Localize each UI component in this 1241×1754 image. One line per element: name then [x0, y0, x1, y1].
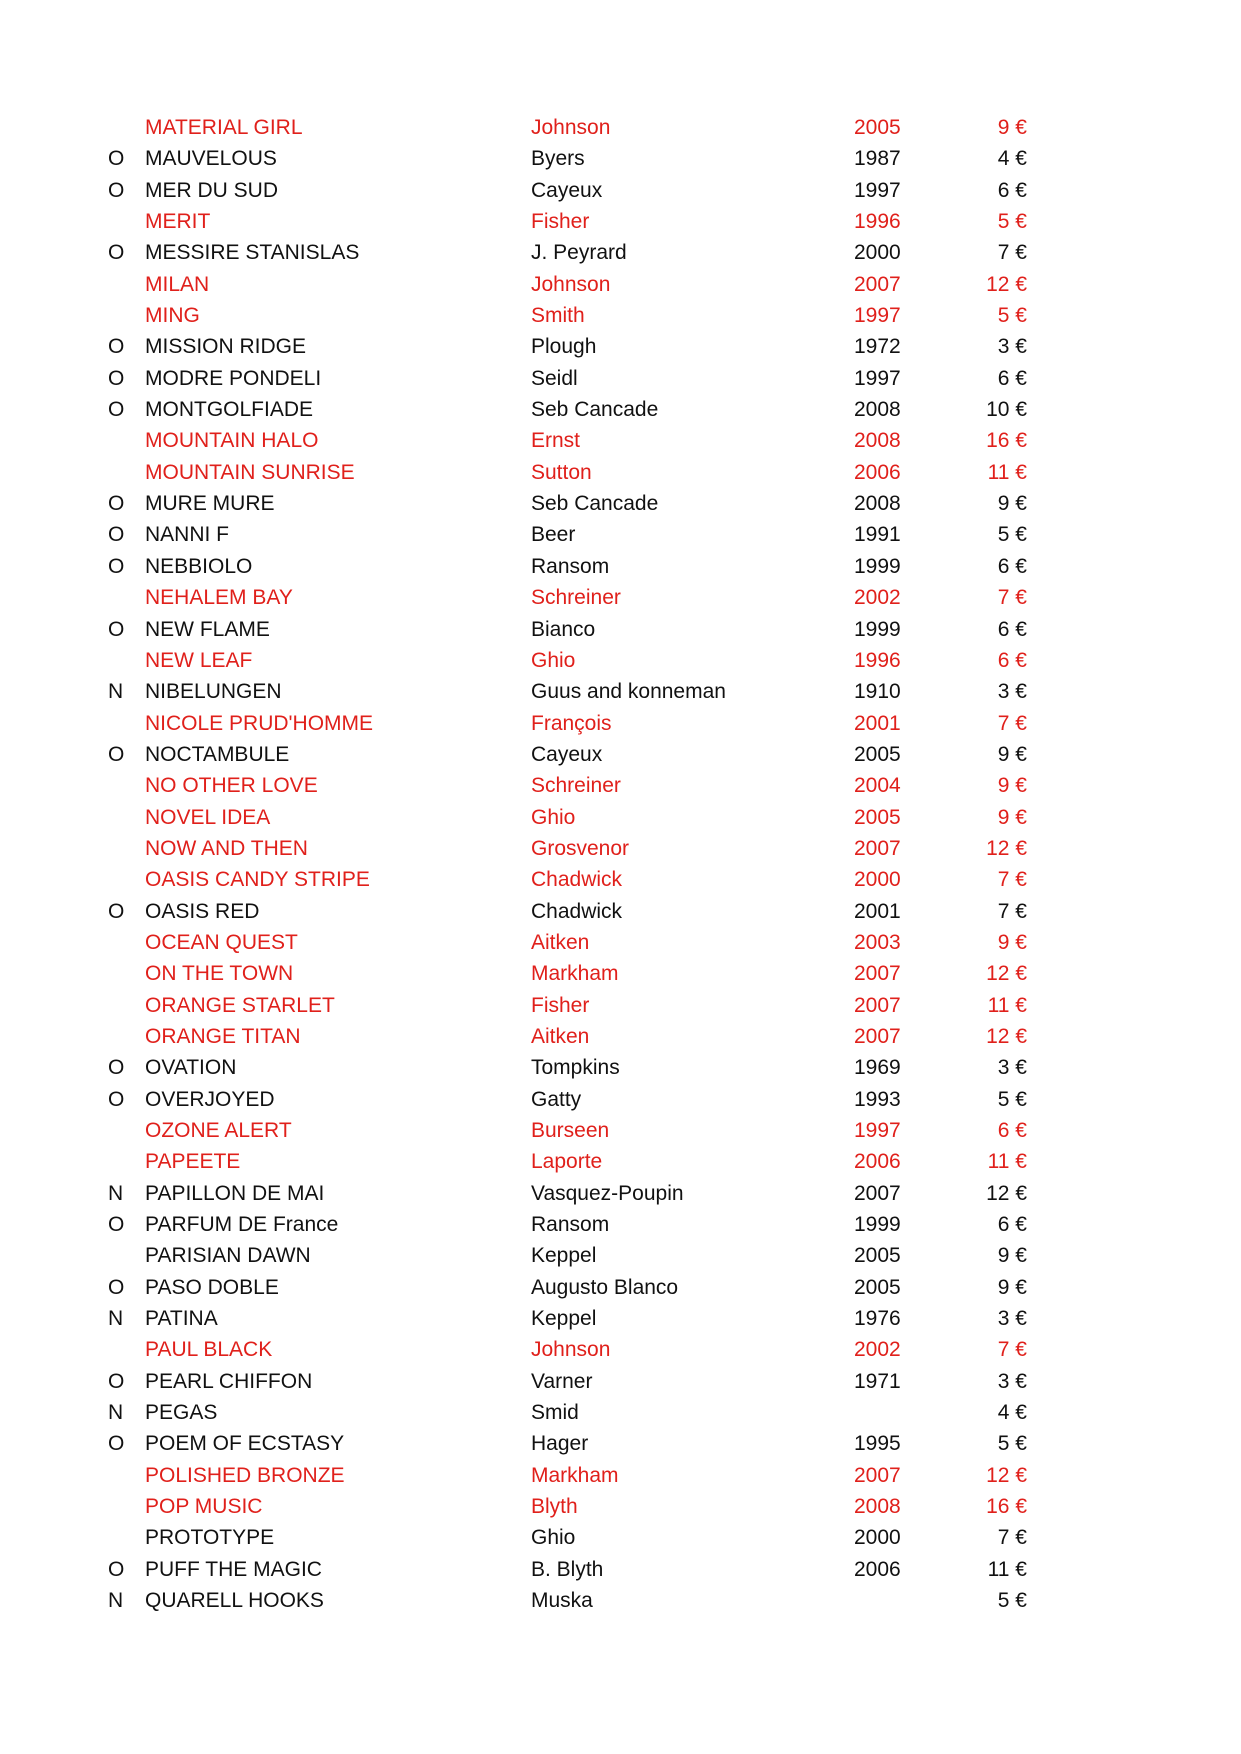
year-cell: 2000 [854, 241, 901, 265]
variety-name: QUARELL HOOKS [145, 1589, 324, 1613]
breeder-name: Smith [531, 304, 585, 328]
price-cell: 9 € [997, 492, 1027, 516]
price-cell: 7 € [997, 586, 1027, 610]
breeder-name: Bianco [531, 617, 596, 641]
breeder-name: Tompkins [531, 1056, 620, 1080]
year-cell: 2007 [854, 993, 901, 1017]
price-cell: 5 € [997, 304, 1027, 328]
breeder-name: Laporte [531, 1150, 603, 1174]
table-row [0, 708, 1241, 739]
variety-name: PEARL CHIFFON [145, 1369, 313, 1393]
year-cell: 1999 [854, 554, 901, 578]
breeder-name: Guus and konneman [531, 680, 726, 704]
table-row [0, 237, 1241, 268]
table-row [0, 1084, 1241, 1115]
year-cell: 1971 [854, 1369, 901, 1393]
year-cell: 1991 [854, 523, 901, 547]
breeder-name: François [531, 711, 612, 735]
price-cell: 7 € [997, 868, 1027, 892]
table-row [0, 802, 1241, 833]
table-row [0, 394, 1241, 425]
price-cell: 9 € [997, 116, 1027, 139]
price-cell: 9 € [997, 930, 1027, 954]
table-row [0, 363, 1241, 394]
variety-name: OVATION [145, 1056, 237, 1080]
breeder-name: Vasquez-Poupin [531, 1181, 684, 1205]
price-cell: 12 € [986, 1463, 1027, 1487]
variety-name: POLISHED BRONZE [145, 1463, 345, 1487]
price-cell: 9 € [997, 1244, 1027, 1268]
year-cell: 2003 [854, 930, 901, 954]
variety-name: NOVEL IDEA [145, 805, 271, 829]
price-cell: 5 € [997, 1432, 1027, 1456]
row-mark: O [108, 1432, 125, 1456]
table-row [0, 551, 1241, 582]
breeder-name: Blyth [531, 1495, 578, 1519]
year-cell: 2004 [854, 774, 901, 798]
year-cell: 2006 [854, 1150, 901, 1174]
table-row [0, 143, 1241, 174]
table-row [0, 488, 1241, 519]
year-cell: 1999 [854, 1213, 901, 1237]
variety-name: ORANGE STARLET [145, 993, 335, 1017]
variety-name: PARFUM DE France [145, 1213, 339, 1237]
variety-name: MILAN [145, 272, 210, 296]
row-mark: O [108, 742, 125, 766]
table-row [0, 676, 1241, 707]
table-row [0, 645, 1241, 676]
year-cell: 1997 [854, 304, 901, 328]
table-row [0, 1052, 1241, 1083]
table-row [0, 300, 1241, 331]
table-row [0, 1146, 1241, 1177]
price-cell: 11 € [987, 993, 1027, 1017]
table-row [0, 175, 1241, 206]
table-row [0, 1397, 1241, 1428]
breeder-name: Seidl [531, 366, 578, 390]
table-row [0, 112, 1241, 143]
price-cell: 6 € [997, 178, 1027, 202]
variety-name: NEW FLAME [145, 617, 270, 641]
table-row [0, 1428, 1241, 1459]
row-mark: O [108, 492, 125, 516]
table-row [0, 927, 1241, 958]
year-cell: 2001 [854, 899, 901, 923]
table-row [0, 1240, 1241, 1271]
table-row [0, 1021, 1241, 1052]
year-cell: 1969 [854, 1056, 901, 1080]
row-mark: O [108, 178, 125, 202]
table-row [0, 1460, 1241, 1491]
table-row [0, 614, 1241, 645]
year-cell: 2007 [854, 1463, 901, 1487]
variety-name: OZONE ALERT [145, 1119, 292, 1142]
breeder-name: Beer [531, 523, 576, 547]
breeder-name: Ransom [531, 554, 610, 578]
breeder-name: J. Peyrard [531, 241, 627, 265]
row-mark: N [108, 1589, 124, 1613]
breeder-name: Varner [531, 1369, 593, 1393]
variety-name: MOUNTAIN SUNRISE [145, 460, 355, 484]
row-mark: N [108, 1401, 124, 1425]
table-row [0, 1115, 1241, 1146]
breeder-name: Seb Cancade [531, 492, 659, 516]
price-cell: 6 € [997, 554, 1027, 578]
breeder-name: Markham [531, 962, 619, 986]
table-row [0, 990, 1241, 1021]
price-cell: 7 € [997, 241, 1027, 265]
breeder-name: Chadwick [531, 899, 623, 923]
variety-name: PARISIAN DAWN [145, 1244, 311, 1268]
row-mark: O [108, 523, 125, 547]
breeder-name: Ernst [531, 429, 581, 453]
price-cell: 11 € [987, 1557, 1027, 1581]
variety-name: PROTOTYPE [145, 1526, 275, 1550]
variety-name: NEHALEM BAY [145, 586, 293, 610]
variety-name: PAPEETE [145, 1150, 241, 1174]
breeder-name: Aitken [531, 930, 590, 954]
price-cell: 6 € [997, 1213, 1027, 1237]
table-row [0, 1491, 1241, 1522]
price-cell: 16 € [986, 1495, 1027, 1519]
table-row [0, 1303, 1241, 1334]
variety-name: OVERJOYED [145, 1087, 275, 1111]
price-cell: 12 € [986, 272, 1027, 296]
row-mark: O [108, 1369, 125, 1393]
variety-name: MOUNTAIN HALO [145, 429, 319, 453]
price-cell: 12 € [986, 962, 1027, 986]
breeder-name: B. Blyth [531, 1557, 604, 1581]
breeder-name: Ghio [531, 805, 576, 829]
price-cell: 4 € [997, 1401, 1027, 1425]
year-cell: 2005 [854, 1275, 901, 1299]
year-cell: 2005 [854, 742, 901, 766]
variety-name: NIBELUNGEN [145, 680, 282, 704]
variety-name: MERIT [145, 210, 211, 234]
year-cell: 2006 [854, 460, 901, 484]
price-cell: 9 € [997, 774, 1027, 798]
variety-name: POP MUSIC [145, 1495, 263, 1519]
year-cell: 1997 [854, 366, 901, 390]
breeder-name: Keppel [531, 1244, 597, 1268]
year-cell: 2005 [854, 116, 901, 139]
year-cell: 2002 [854, 586, 901, 610]
year-cell: 1910 [854, 680, 901, 704]
variety-name: MODRE PONDELI [145, 366, 322, 390]
year-cell: 2000 [854, 868, 901, 892]
row-mark: O [108, 398, 125, 422]
price-cell: 7 € [997, 711, 1027, 735]
breeder-name: Gatty [531, 1087, 582, 1111]
price-cell: 12 € [986, 1024, 1027, 1048]
price-cell: 5 € [997, 1087, 1027, 1111]
variety-name: PUFF THE MAGIC [145, 1557, 322, 1581]
price-cell: 12 € [986, 836, 1027, 860]
table-row [0, 770, 1241, 801]
price-cell: 7 € [997, 1338, 1027, 1362]
table-row [0, 1178, 1241, 1209]
breeder-name: Seb Cancade [531, 398, 659, 422]
price-cell: 6 € [997, 648, 1027, 672]
row-mark: O [108, 1275, 125, 1299]
breeder-name: Johnson [531, 272, 611, 296]
variety-name: NOW AND THEN [145, 836, 308, 860]
variety-name: POEM OF ECSTASY [145, 1432, 345, 1456]
row-mark: O [108, 1087, 125, 1111]
variety-name: MESSIRE STANISLAS [145, 241, 360, 265]
year-cell: 2007 [854, 272, 901, 296]
year-cell: 1995 [854, 1432, 901, 1456]
year-cell: 2002 [854, 1338, 901, 1362]
year-cell: 2008 [854, 429, 901, 453]
table-row [0, 1554, 1241, 1585]
variety-name: MONTGOLFIADE [145, 398, 314, 422]
year-cell: 2007 [854, 836, 901, 860]
table-row [0, 206, 1241, 237]
variety-name: MURE MURE [145, 492, 275, 516]
variety-name: PEGAS [145, 1401, 218, 1425]
year-cell: 2005 [854, 805, 901, 829]
breeder-name: Ghio [531, 1526, 576, 1550]
price-cell: 12 € [986, 1181, 1027, 1205]
row-mark: N [108, 680, 124, 704]
price-cell: 3 € [997, 1307, 1027, 1331]
price-cell: 4 € [997, 147, 1027, 171]
breeder-name: Schreiner [531, 586, 621, 610]
price-cell: 5 € [997, 210, 1027, 234]
breeder-name: Hager [531, 1432, 589, 1456]
variety-name: PAPILLON DE MAI [145, 1181, 325, 1205]
breeder-name: Markham [531, 1463, 619, 1487]
table-row [0, 1585, 1241, 1616]
price-cell: 16 € [986, 429, 1027, 453]
breeder-name: Keppel [531, 1307, 597, 1331]
variety-name: NANNI F [145, 523, 229, 547]
breeder-name: Ghio [531, 648, 576, 672]
year-cell: 1972 [854, 335, 901, 359]
year-cell: 1999 [854, 617, 901, 641]
table-row [0, 958, 1241, 989]
variety-name: MISSION RIDGE [145, 335, 307, 359]
variety-name: NICOLE PRUD'HOMME [145, 711, 374, 735]
variety-name: NO OTHER LOVE [145, 774, 318, 798]
year-cell: 2001 [854, 711, 901, 735]
breeder-name: Johnson [531, 1338, 611, 1362]
year-cell: 1996 [854, 210, 901, 234]
row-mark: N [108, 1307, 124, 1331]
table-row [0, 739, 1241, 770]
year-cell: 2007 [854, 962, 901, 986]
breeder-name: Chadwick [531, 868, 623, 892]
table-row [0, 331, 1241, 362]
year-cell: 2000 [854, 1526, 901, 1550]
row-mark: O [108, 366, 125, 390]
year-cell: 1996 [854, 648, 901, 672]
variety-name: OASIS RED [145, 899, 260, 923]
year-cell: 2008 [854, 492, 901, 516]
price-cell: 7 € [997, 1526, 1027, 1550]
price-cell: 5 € [997, 1589, 1027, 1613]
price-cell: 9 € [997, 1275, 1027, 1299]
price-cell: 5 € [997, 523, 1027, 547]
table-row [0, 1522, 1241, 1553]
year-cell: 2006 [854, 1557, 901, 1581]
year-cell: 1997 [854, 178, 901, 202]
price-cell: 3 € [997, 1056, 1027, 1080]
price-cell: 3 € [997, 335, 1027, 359]
breeder-name: Augusto Blanco [531, 1275, 679, 1299]
variety-name: PATINA [145, 1307, 218, 1331]
price-cell: 11 € [987, 1150, 1027, 1174]
row-mark: O [108, 147, 125, 171]
breeder-name: Plough [531, 335, 597, 359]
table-row [0, 425, 1241, 456]
variety-name: OCEAN QUEST [145, 930, 298, 954]
price-list-sheet [0, 112, 1241, 1617]
table-row [0, 896, 1241, 927]
variety-name: MAUVELOUS [145, 147, 277, 171]
table-row [0, 1272, 1241, 1303]
price-cell: 7 € [997, 899, 1027, 923]
variety-name: ORANGE TITAN [145, 1024, 301, 1048]
variety-name: ON THE TOWN [145, 962, 294, 986]
table-row [0, 269, 1241, 300]
breeder-name: Johnson [531, 116, 611, 139]
table-row [0, 1366, 1241, 1397]
variety-name: NEBBIOLO [145, 554, 253, 578]
breeder-name: Aitken [531, 1024, 590, 1048]
year-cell: 2005 [854, 1244, 901, 1268]
table-row [0, 519, 1241, 550]
variety-name: MATERIAL GIRL [145, 116, 303, 139]
row-mark: O [108, 899, 125, 923]
row-mark: O [108, 1056, 125, 1080]
year-cell: 1997 [854, 1119, 901, 1142]
price-cell: 11 € [987, 460, 1027, 484]
price-cell: 10 € [986, 398, 1027, 422]
breeder-name: Fisher [531, 210, 590, 234]
breeder-name: Cayeux [531, 742, 603, 766]
table-row [0, 864, 1241, 895]
row-mark: O [108, 554, 125, 578]
breeder-name: Cayeux [531, 178, 603, 202]
price-cell: 6 € [997, 617, 1027, 641]
breeder-name: Burseen [531, 1119, 610, 1142]
variety-name: NEW LEAF [145, 648, 253, 672]
price-cell: 9 € [997, 805, 1027, 829]
breeder-name: Schreiner [531, 774, 621, 798]
breeder-name: Sutton [531, 460, 592, 484]
year-cell: 2007 [854, 1181, 901, 1205]
table-row [0, 833, 1241, 864]
table-row [0, 457, 1241, 488]
breeder-name: Grosvenor [531, 836, 630, 860]
breeder-name: Fisher [531, 993, 590, 1017]
year-cell: 2007 [854, 1024, 901, 1048]
variety-name: MING [145, 304, 200, 328]
variety-name: PAUL BLACK [145, 1338, 273, 1362]
price-cell: 6 € [997, 1119, 1027, 1142]
row-mark: O [108, 1557, 125, 1581]
year-cell: 2008 [854, 398, 901, 422]
breeder-name: Smid [531, 1401, 579, 1425]
row-mark: O [108, 1213, 125, 1237]
row-mark: O [108, 617, 125, 641]
price-cell: 3 € [997, 680, 1027, 704]
year-cell: 1987 [854, 147, 901, 171]
year-cell: 2008 [854, 1495, 901, 1519]
breeder-name: Ransom [531, 1213, 610, 1237]
breeder-name: Byers [531, 147, 585, 171]
row-mark: O [108, 241, 125, 265]
table-row [0, 582, 1241, 613]
variety-name: NOCTAMBULE [145, 742, 290, 766]
year-cell: 1976 [854, 1307, 901, 1331]
row-mark: N [108, 1181, 124, 1205]
price-cell: 6 € [997, 366, 1027, 390]
breeder-name: Muska [531, 1589, 593, 1613]
table-row [0, 1334, 1241, 1365]
table-row [0, 1209, 1241, 1240]
variety-name: MER DU SUD [145, 178, 279, 202]
variety-name: PASO DOBLE [145, 1275, 279, 1299]
price-cell: 9 € [997, 742, 1027, 766]
year-cell: 1993 [854, 1087, 901, 1111]
row-mark: O [108, 335, 125, 359]
price-cell: 3 € [997, 1369, 1027, 1393]
variety-name: OASIS CANDY STRIPE [145, 868, 370, 892]
